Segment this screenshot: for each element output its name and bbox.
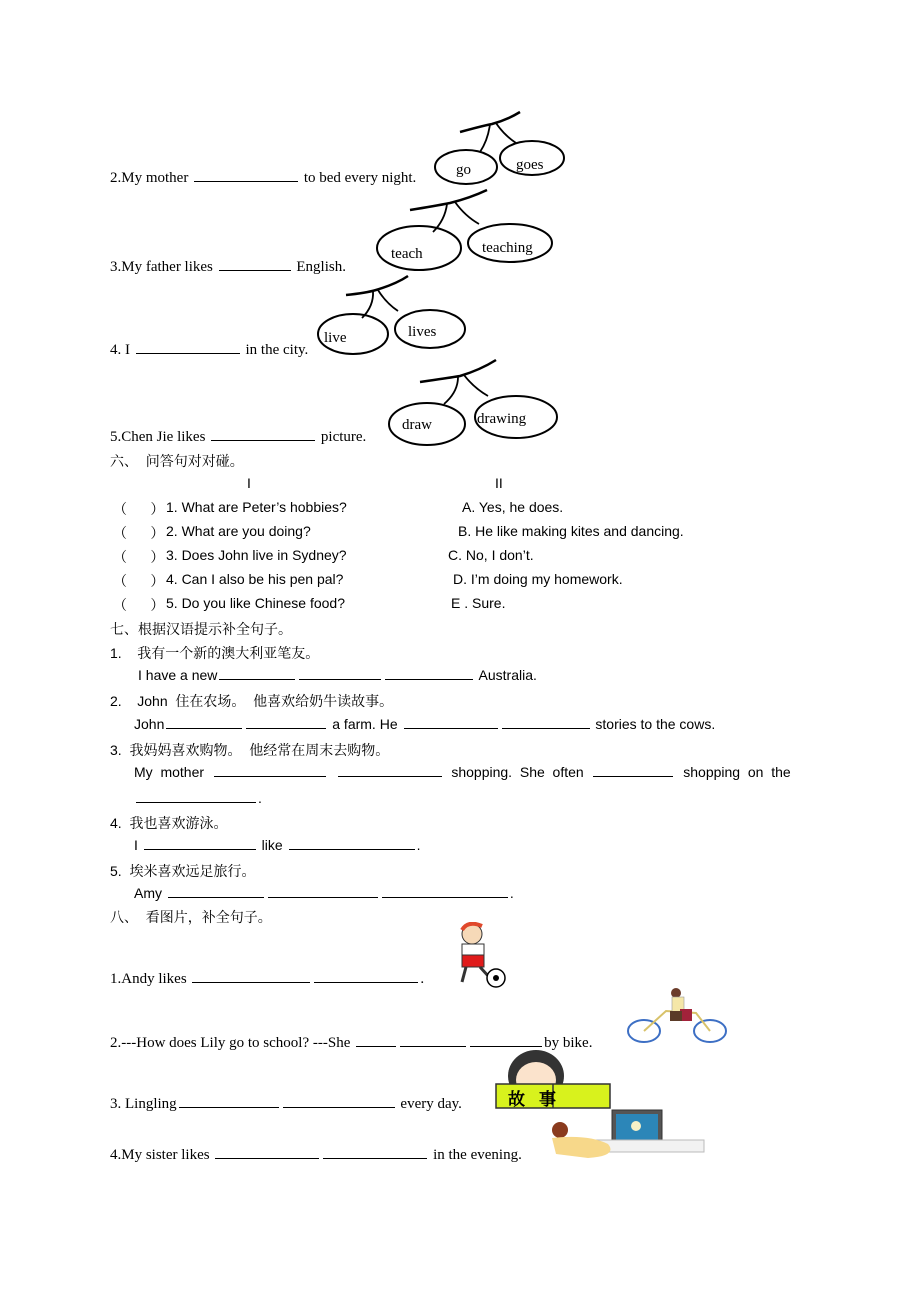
answer-blank[interactable] [502,727,590,729]
item-4-english: I like . [134,837,421,853]
question-2: 2. What are you doing? [166,523,311,539]
cherry-choice-icon [432,110,572,185]
answer-blank[interactable] [219,269,291,271]
answer-blank[interactable] [136,352,240,354]
answer-blank[interactable] [179,1106,279,1108]
option-teaching[interactable]: teaching [482,240,533,256]
answer-paren[interactable]: （ ） [113,597,165,613]
answer-blank[interactable] [192,981,310,983]
picture-sentence-2: 2.---How does Lily go to school? ---She by bike. [110,1035,593,1051]
item-2-chinese: 2. John 住在农场。 他喜欢给奶牛读故事。 [110,693,394,709]
answer-blank[interactable] [283,1106,395,1108]
answer-blank[interactable] [136,801,256,803]
question-1: 1. What are Peter’s hobbies? [166,499,347,515]
question-5: 5. Do you like Chinese food? [166,595,345,611]
answer-blank[interactable] [268,896,378,898]
answer-blank[interactable] [314,981,418,983]
option-go[interactable]: go [456,162,471,178]
section-7-title: 七、根据汉语提示补全句子。 [110,621,292,637]
answer-blank[interactable] [338,775,442,777]
cherry-choice-icon [375,188,555,273]
item-3-english: My mother shopping. She often shopping on the [134,764,791,780]
column-2-header: II [495,475,503,491]
answer-d: D. I’m doing my homework. [453,571,623,587]
answer-blank[interactable] [246,727,326,729]
answer-blank[interactable] [219,678,295,680]
answer-c: C. No, I don’t. [448,547,534,563]
girl-watching-tv-icon [548,1108,708,1162]
answer-blank[interactable] [289,848,415,850]
answer-blank[interactable] [400,1045,466,1047]
answer-blank[interactable] [215,1157,319,1159]
book-title: 故事 [508,1090,570,1110]
option-teach[interactable]: teach [391,246,423,262]
item-4-chinese: 4. 我也喜欢游泳。 [110,815,228,831]
cherry-choice-icon [388,360,560,445]
item-3-chinese: 3. 我妈妈喜欢购物。 他经常在周末去购物。 [110,742,390,758]
item-2-english: John a farm. He stories to the cows. [134,716,716,732]
girl-reading-storybook-icon [486,1050,616,1112]
answer-blank[interactable] [356,1045,396,1047]
answer-blank[interactable] [323,1157,427,1159]
answer-paren[interactable]: （ ） [113,501,165,517]
question-3: 3. Does John live in Sydney? [166,547,347,563]
boy-playing-football-icon [438,922,518,988]
section-8-title: 八、 看图片，补全句子。 [110,909,272,925]
answer-blank[interactable] [166,727,242,729]
option-draw[interactable]: draw [402,417,432,433]
answer-e: E . Sure. [451,595,506,611]
option-goes[interactable]: goes [516,157,544,173]
picture-sentence-3: 3. Lingling every day. [110,1096,462,1112]
item-1-chinese: 1. 我有一个新的澳大利亚笔友。 [110,645,320,661]
answer-a: A. Yes, he does. [462,499,564,515]
picture-sentence-1: 1.Andy likes . [110,971,425,987]
answer-blank[interactable] [168,896,264,898]
option-lives[interactable]: lives [408,324,437,340]
answer-blank[interactable] [211,439,315,441]
question-4: 4. Can I also be his pen pal? [166,571,344,587]
section-6-title: 六、 问答句对对碰。 [110,453,244,469]
answer-blank[interactable] [404,727,498,729]
item-5-chinese: 5. 埃米喜欢远足旅行。 [110,863,256,879]
option-live[interactable]: live [324,330,347,346]
answer-blank[interactable] [144,848,256,850]
answer-blank[interactable] [194,180,298,182]
answer-blank[interactable] [214,775,326,777]
item-5-english: Amy . [134,885,514,901]
answer-paren[interactable]: （ ） [113,549,165,565]
cherry-choice-icon [316,278,468,358]
item-1-english: I have a new Australia. [138,667,537,683]
sentence-5: 5.Chen Jie likes picture. [110,429,367,445]
sentence-3: 3.My father likes English. [110,259,346,275]
answer-paren[interactable]: （ ） [113,525,165,541]
answer-blank[interactable] [385,678,473,680]
option-drawing[interactable]: drawing [477,411,527,427]
item-3-english-cont: . [134,790,262,806]
girl-riding-bike-icon [626,985,730,1047]
answer-blank[interactable] [470,1045,542,1047]
sentence-4: 4. I in the city. [110,342,309,358]
answer-blank[interactable] [382,896,508,898]
answer-paren[interactable]: （ ） [113,573,165,589]
sentence-2: 2.My mother to bed every night. [110,170,417,186]
answer-blank[interactable] [593,775,673,777]
answer-b: B. He like making kites and dancing. [458,523,684,539]
picture-sentence-4: 4.My sister likes in the evening. [110,1147,522,1163]
answer-blank[interactable] [299,678,381,680]
column-1-header: I [247,475,251,491]
